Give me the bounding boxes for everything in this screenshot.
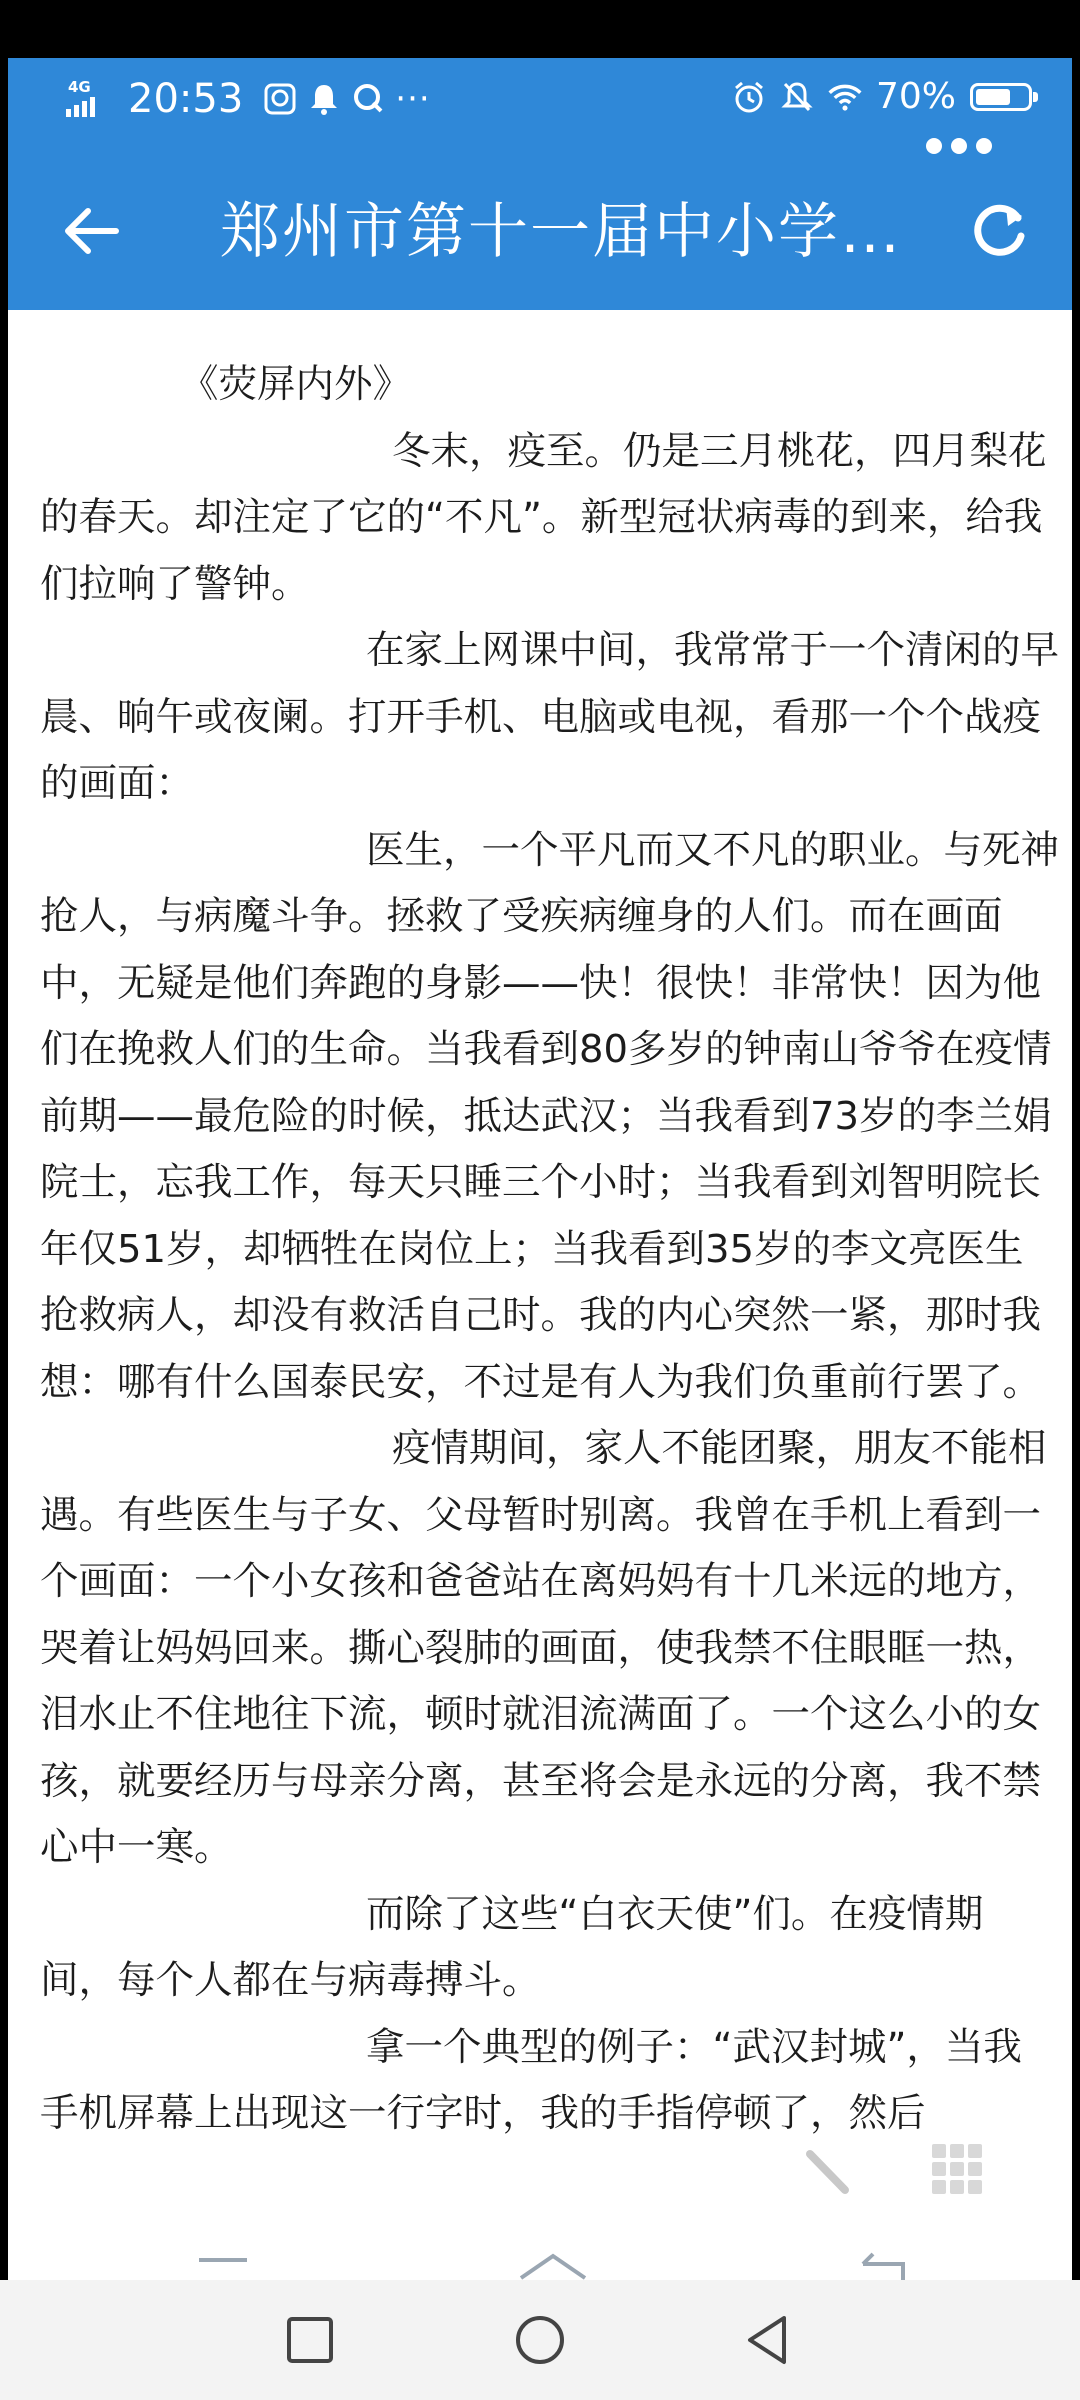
recent-apps-icon[interactable] xyxy=(280,2310,340,2370)
system-back-icon[interactable] xyxy=(738,2310,798,2370)
back-arrow-icon[interactable] xyxy=(58,198,128,264)
gallery-icon xyxy=(263,82,297,116)
mute-icon xyxy=(780,80,814,114)
system-navigation-bar xyxy=(0,2280,1080,2400)
bell-icon xyxy=(307,82,341,116)
article-content[interactable] xyxy=(8,310,1072,2280)
more-menu-button[interactable] xyxy=(926,138,992,154)
article-paragraph: 拿一个典型的例子：“武汉封城”，当我手机屏幕上出现这一行字时，我的手指停顿了，然后 xyxy=(40,2024,1022,2136)
wifi-icon xyxy=(828,80,862,114)
signal-icon xyxy=(64,79,110,119)
network-type: 4G xyxy=(68,78,91,96)
article-body xyxy=(40,352,1060,2148)
status-bar xyxy=(8,58,1072,148)
battery-icon xyxy=(970,83,1032,111)
status-left xyxy=(64,76,431,122)
qq-icon xyxy=(351,82,385,116)
article-paragraph: 在家上网课中间，我常常于一个清闲的早晨、晌午或夜阑。打开手机、电脑或电视，看那一个个战疫的画面： xyxy=(40,628,1060,806)
alarm-icon xyxy=(732,80,766,114)
top-black-strip xyxy=(0,0,1080,58)
article-paragraph: 医生，一个平凡而又不凡的职业。与死神抢人，与病魔斗争。拯救了受疾病缠身的人们。而在画面中，无疑是他们奔跑的身影——快！很快！非常快！因为他们在挽救人们的生命。当我看到80多岁的钟南山爷爷在疫情前期——最危险的时候，抵达武汉；当我看到73岁的李兰娟院士，忘我工作，每天只睡三个小时；当我看到刘智明院长年仅51岁，却牺牲在岗位上；当我看到35岁的李文亮医生抢救病人，却没有救活自己时。我的内心突然一紧，那时我想：哪有什么国泰民安，不过是有人为我们负重前行罢了。 xyxy=(40,827,1060,1405)
article-title: 《荧屏内外》 xyxy=(180,362,412,407)
home-button-icon[interactable] xyxy=(510,2310,570,2370)
article-paragraph: 疫情期间，家人不能团聚，朋友不能相遇。有些医生与子女、父母暂时别离。我曾在手机上看到一个画面：一个小女孩和爸爸站在离妈妈有十几米远的地方，哭着让妈妈回来。撕心裂肺的画面，使我禁不住眼眶一热，泪水止不住地往下流，顿时就泪流满面了。一个这么小的女孩，就要经历与母亲分离，甚至将会是永远的分离，我不禁心中一寒。 xyxy=(40,1426,1047,1870)
article-paragraph: 冬末，疫至。仍是三月桃花，四月梨花的春天。却注定了它的“不凡”。新型冠状病毒的到来，给我们拉响了警钟。 xyxy=(40,428,1047,607)
refresh-icon[interactable] xyxy=(966,198,1032,264)
article-paragraph: 而除了这些“白衣天使”们。在疫情期间，每个人都在与病毒搏斗。 xyxy=(40,1891,984,2003)
nav-row xyxy=(8,176,1072,286)
battery-fill xyxy=(976,89,1010,105)
app-header xyxy=(8,58,1072,310)
status-right xyxy=(732,76,1032,117)
floating-tools-icon[interactable] xyxy=(800,2140,1000,2200)
battery-percent: 70% xyxy=(875,76,956,117)
page-title: 郑州市第十一届中小学… xyxy=(220,200,902,264)
more-notifications-icon: ··· xyxy=(395,79,431,119)
status-time: 20:53 xyxy=(128,76,244,122)
